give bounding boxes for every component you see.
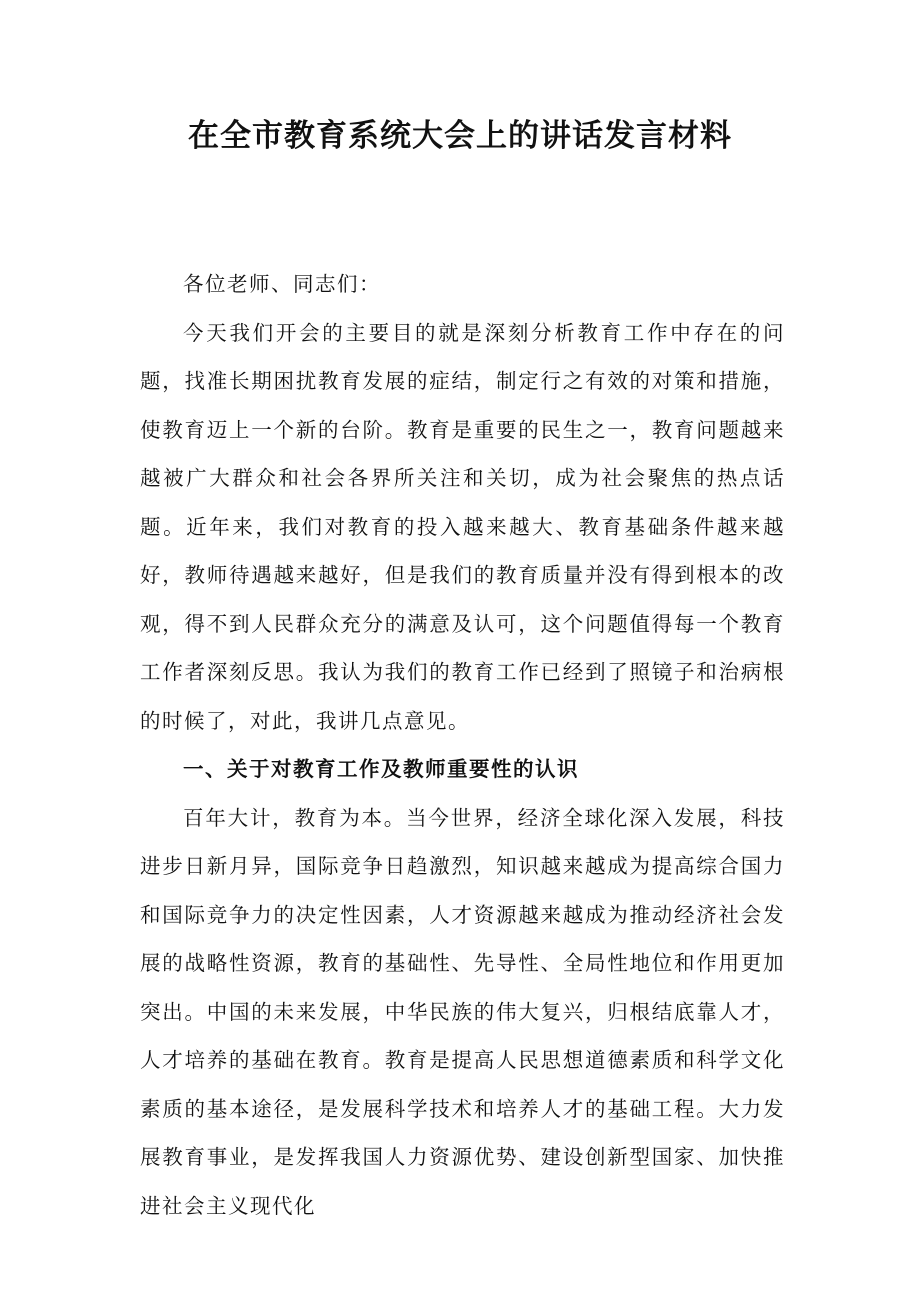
document-title: 在全市教育系统大会上的讲话发言材料: [188, 118, 732, 154]
section-heading: 一、关于对教育工作及教师重要性的认识: [183, 757, 580, 781]
document-body: [140, 260, 785, 1230]
section-paragraph: 百年大计，教育为本。当今世界，经济全球化深入发展，科技进步日新月异，国际竞争日趋激烈，知识越来越成为提高综合国力和国际竞争力的决定性因素，人才资源越来越成为推动经济社会发展的战略性资源，教育的基础性、先导性、全局性地位和作用更加突出。中国的未来发展，中华民族的伟大复兴，归根结底靠人才，人才培养的基础在教育。教育是提高人民思想道德素质和科学文化素质的基本途径，是发展科学技术和培养人才的基础工程。大力发展教育事业，是发挥我国人力资源优势、建设创新型国家、加快推进社会主义现代化: [140, 805, 785, 1218]
salutation: 各位老师、同志们：: [183, 272, 382, 296]
intro-paragraph: 今天我们开会的主要目的就是深刻分析教育工作中存在的问题，找准长期困扰教育发展的症结，制定行之有效的对策和措施，使教育迈上一个新的台阶。教育是重要的民生之一，教育问题越来越被广大群众和社会各界所关注和关切，成为社会聚焦的热点话题。近年来，我们对教育的投入越来越大、教育基础条件越来越好，教师待遇越来越好，但是我们的教育质量并没有得到根本的改观，得不到人民群众充分的满意及认可，这个问题值得每一个教育工作者深刻反思。我认为我们的教育工作已经到了照镜子和治病根的时候了，对此，我讲几点意见。: [140, 320, 785, 733]
